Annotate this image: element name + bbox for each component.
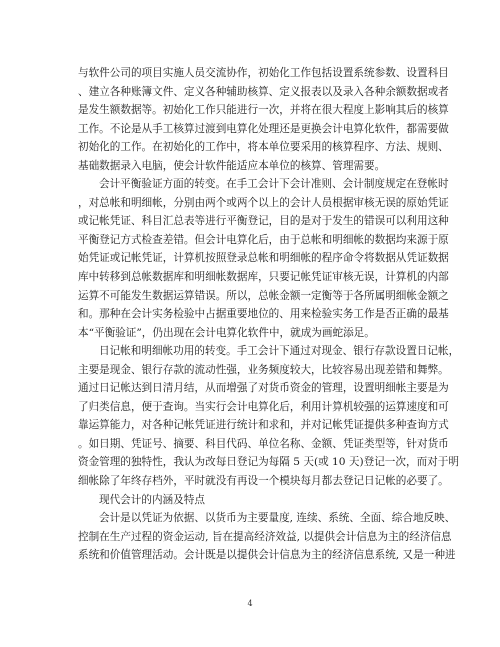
text-line: 了归类信息，便于查询。当实行会计电算化后，利用计算机较强的运算速度和可 bbox=[78, 400, 449, 413]
text-line: 会计平衡验证方面的转变。在手工会计下会计准则、会计制度规定在登帐时 bbox=[99, 178, 449, 191]
text-line: 会计是以凭证为依据、以货币为主要量度, 连续、系统、全面、综合地反映、 bbox=[99, 512, 456, 525]
document-body bbox=[78, 64, 460, 565]
page-number: 4 bbox=[247, 599, 253, 608]
text-line: 基础数据录入电脑，使会计软件能适应本单位的核算、管理需要。 bbox=[78, 159, 386, 172]
text-line: 本“平衡验证”，仍出现在会计电算化软件中，就成为画蛇添足。 bbox=[78, 326, 375, 339]
paragraph bbox=[78, 342, 460, 490]
text-line: 通过日记帐达到日清月结，从而增强了对货币资金的管理，设置明细帐主要是为 bbox=[78, 382, 449, 395]
text-line: 、建立各种账簿文件、定义各种辅助核算、定义报表以及录入各种余额数据或者 bbox=[78, 85, 449, 98]
text-line: 始凭证或记帐凭证，计算机按照登录总帐和明细帐的程序命令将数据从凭证数据 bbox=[78, 252, 449, 265]
text-line: 与软件公司的项目实施人员交流协作，初始化工作包括设置系统参数、设置科目 bbox=[78, 67, 449, 79]
text-line: 或记帐凭证、科目汇总表等进行平衡登记，目的是对于发生的错误可以利用这种 bbox=[78, 215, 449, 228]
text-line: 工作。不论是从手工核算过渡到电算化处理还是更换会计电算化软件，都需要做 bbox=[78, 122, 449, 135]
paragraph bbox=[78, 175, 449, 342]
text-line: 资金管理的独特性，我认为改每日登记为每隔 5 天(或 10 天)登记一次，而对于明 bbox=[78, 456, 459, 469]
paragraph bbox=[78, 64, 449, 175]
text-line: 靠运算能力，对各种记帐凭证进行统计和求和，并对记帐凭证提供多种查询方式 bbox=[78, 419, 449, 432]
text-line: 和。那种在会计实务检验中占据重要地位的、用来检验实务工作是否正确的最基 bbox=[78, 308, 449, 321]
text-line: 主要是现金、银行存款的流动性强，业务频度较大，比较容易出现差错和舞弊。 bbox=[78, 363, 449, 376]
text-line: ，对总帐和明细帐，分别由两个或两个以上的会计人员根据审核无误的原始凭证 bbox=[78, 196, 449, 209]
text-line: 初始化的工作。在初始化的工作中，将本单位要采用的核算程序、方法、规则、 bbox=[78, 141, 449, 154]
text-line: 现代会计的内涵及特点 bbox=[99, 493, 205, 506]
text-line: 平衡登记方式检查差错。但会计电算化后，由于总帐和明细帐的数据均来源于原 bbox=[78, 233, 449, 246]
text-line: 运算不可能发生数据运算错误。所以，总帐金额一定衡等于各所属明细帐金额之 bbox=[78, 289, 449, 302]
section-heading bbox=[78, 491, 422, 510]
text-line: 控制在生产过程的资金运动, 旨在提高经济效益, 以提供会计信息为主的经济信息 bbox=[78, 530, 452, 543]
text-line: 细帐除了年终存档外，平时就没有再设一个模块每月都去登记日记帐的必要了。 bbox=[78, 475, 449, 488]
text-line: 库中转移到总帐数据库和明细帐数据库，只要记帐凭证审核无误，计算机的内部 bbox=[78, 271, 449, 284]
text-line: 日记帐和明细帐功用的转变。手工会计下通过对现金、银行存款设置日记帐， bbox=[99, 345, 460, 358]
text-line: 系统和价值管理活动。会计既是以提供会计信息为主的经济信息系统, 又是一种进 bbox=[78, 549, 456, 562]
paragraph bbox=[78, 509, 456, 565]
text-line: 。如日期、凭证号、摘要、科目代码、单位名称、金额、凭证类型等，针对货币 bbox=[78, 437, 449, 450]
text-line: 是发生额数据等。初始化工作只能进行一次，并将在很大程度上影响其后的核算 bbox=[78, 104, 449, 117]
